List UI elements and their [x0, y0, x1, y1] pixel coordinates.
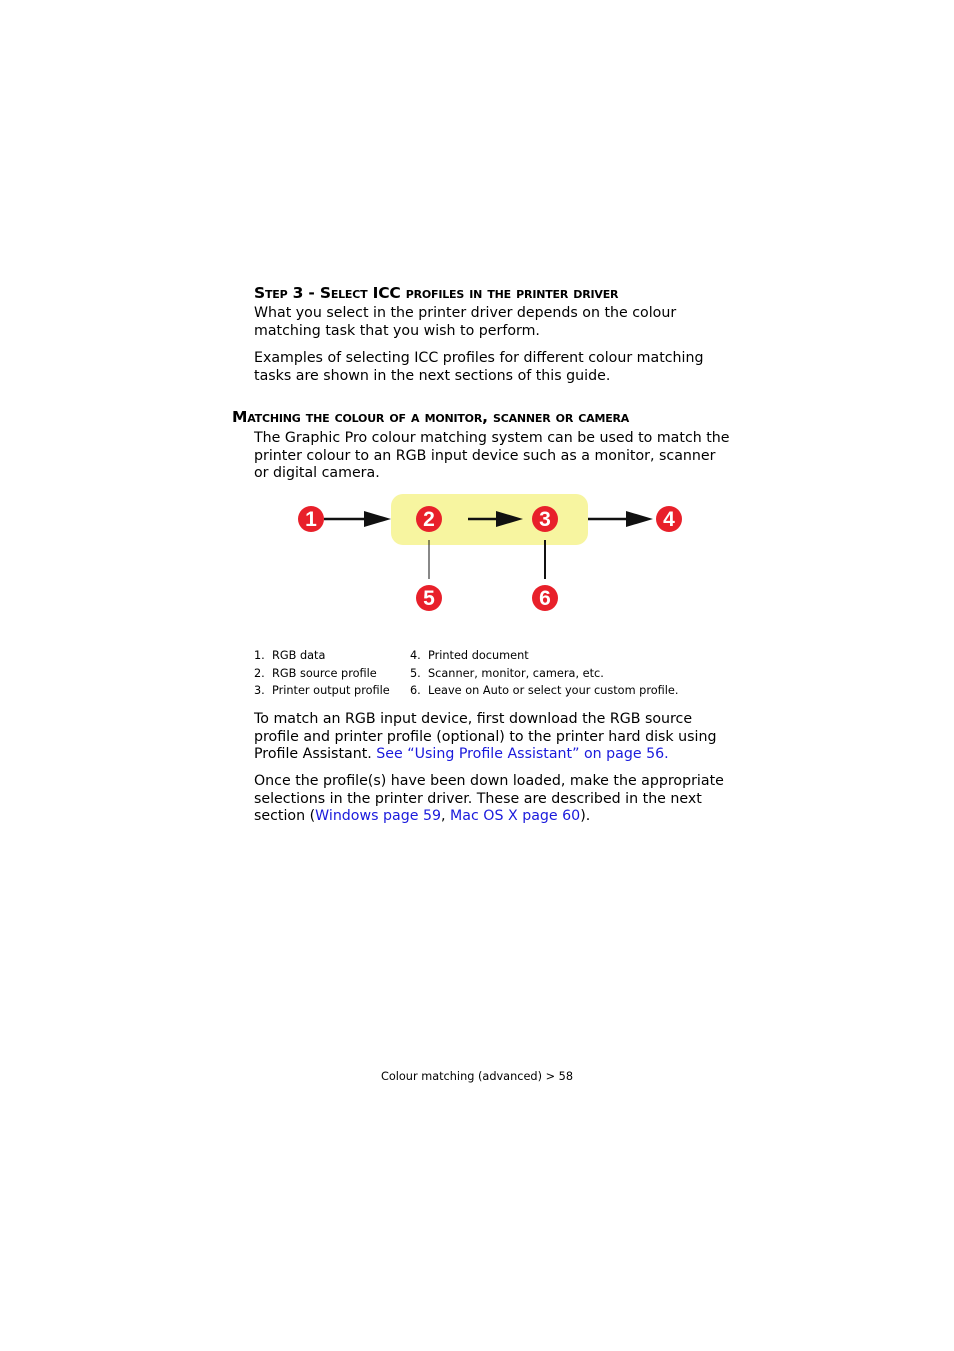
svg-text:4: 4	[663, 508, 675, 531]
legend-number: 1.	[254, 649, 265, 662]
svg-text:3: 3	[539, 508, 551, 531]
marker-4	[656, 506, 682, 532]
legend-right-column	[410, 647, 678, 700]
legend-text: Printed document	[428, 649, 529, 662]
arrow-1-to-2	[324, 511, 391, 527]
profile-assistant-link[interactable]: See “Using Profile Assistant” on page 56.	[376, 746, 669, 763]
svg-text:5: 5	[423, 587, 435, 610]
legend-number: 6.	[410, 684, 421, 697]
legend-item	[410, 647, 678, 665]
legend-item	[410, 665, 678, 683]
legend-item	[254, 682, 390, 700]
marker-3	[532, 506, 558, 532]
legend-number: 2.	[254, 666, 265, 680]
arrow-3-to-4	[588, 511, 653, 527]
mac-os-x-page-link[interactable]: Mac OS X page 60	[450, 808, 581, 825]
step3-heading: Step 3 - Select ICC profiles in the printer driver	[254, 284, 619, 302]
once-downloaded-paragraph	[254, 773, 734, 826]
marker-2	[416, 506, 442, 532]
legend-item	[254, 647, 390, 665]
svg-text:1: 1	[305, 508, 317, 531]
page-footer: Colour matching (advanced) > 58	[380, 1070, 574, 1083]
legend-text: RGB data	[272, 649, 326, 662]
rgb-match-paragraph	[254, 711, 734, 764]
step3-paragraph-2: Examples of selecting ICC profiles for different colour matching tasks are shown in the next sections of this guide.	[254, 350, 704, 384]
once-text-before: Once the profile(s) have been down loaded, make the appropriate selections in the printer driver. These are described in the next section (	[254, 773, 724, 825]
windows-page-link[interactable]: Windows page 59	[315, 808, 441, 825]
svg-text:6: 6	[539, 587, 551, 610]
svg-text:2: 2	[423, 508, 435, 531]
matching-intro: The Graphic Pro colour matching system can be used to match the printer colour to an RGB input device such as a monitor, scanner or digital camera.	[254, 430, 730, 482]
legend-left-column	[254, 647, 390, 700]
legend-number: 3.	[254, 684, 265, 697]
once-text-after: ).	[580, 808, 591, 825]
marker-5	[416, 585, 442, 611]
step3-paragraph-1: What you select in the printer driver depends on the colour matching task that you wish to perform.	[254, 305, 677, 339]
legend-text: RGB source profile	[272, 666, 377, 680]
legend-number: 4.	[410, 649, 421, 662]
link-separator: ,	[441, 808, 451, 825]
legend-text: Scanner, monitor, camera, etc.	[428, 666, 604, 680]
legend-number: 5.	[410, 666, 421, 680]
workflow-diagram	[290, 490, 700, 620]
legend-item	[410, 682, 678, 700]
legend-item	[254, 665, 390, 683]
legend-text: Printer output profile	[272, 684, 390, 697]
marker-1	[298, 506, 324, 532]
marker-6	[532, 585, 558, 611]
legend-text: Leave on Auto or select your custom profile.	[428, 684, 679, 697]
rgb-match-text: To match an RGB input device, first download the RGB source profile and printer profile (optional) to the printer hard disk using Profile Assistant.	[254, 711, 717, 763]
matching-heading: Matching the colour of a monitor, scanner or camera	[232, 408, 630, 426]
